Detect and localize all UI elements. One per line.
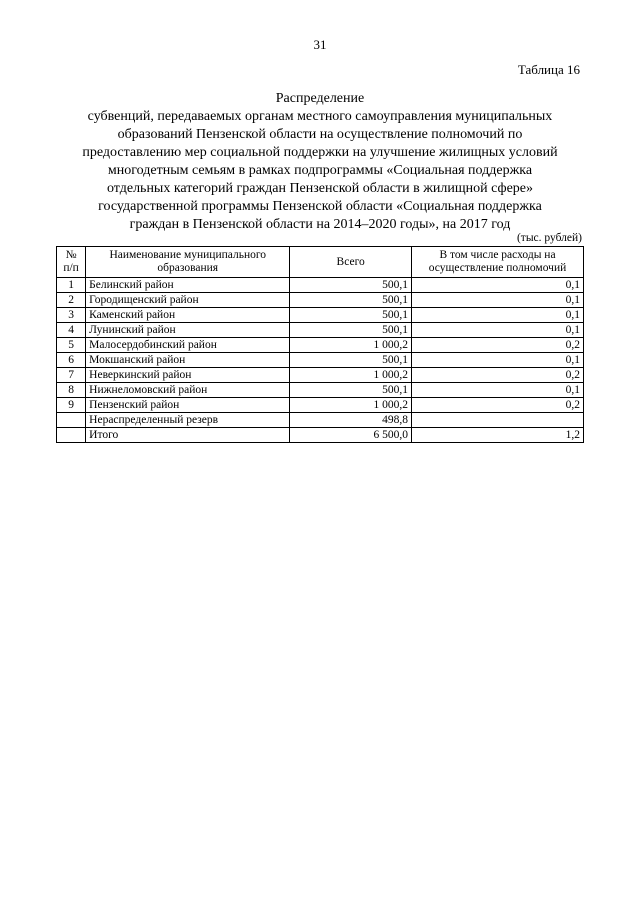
row-num: 6: [57, 353, 86, 368]
table-row: [57, 323, 584, 338]
row-num: 8: [57, 383, 86, 398]
row-name: Малосердобинский район: [86, 338, 290, 353]
row-num: 3: [57, 308, 86, 323]
title-line: многодетным семьям в рамках подпрограммы «Социальная поддержка: [107, 163, 533, 178]
row-powers: 0,2: [412, 338, 584, 353]
row-total: 500,1: [290, 323, 412, 338]
row-total: 1 000,2: [290, 338, 412, 353]
row-num: 5: [57, 338, 86, 353]
table-row: [57, 338, 584, 353]
table-row: [57, 293, 584, 308]
row-name: Белинский район: [86, 278, 290, 293]
title-line: отдельных категорий граждан Пензенской области в жилищной сфере»: [106, 181, 533, 196]
row-total: 498,8: [290, 413, 412, 428]
row-powers: 0,1: [412, 308, 584, 323]
table-row: [57, 398, 584, 413]
row-powers: 0,2: [412, 398, 584, 413]
table-label: Таблица 16: [517, 62, 580, 77]
row-powers: 0,2: [412, 368, 584, 383]
title-line: субвенций, передаваемых органам местного самоуправления муниципальных: [87, 109, 553, 124]
table-row: [57, 383, 584, 398]
row-powers: [412, 413, 584, 428]
title-line: государственной программы Пензенской области «Социальная поддержка: [98, 199, 542, 214]
table-row: [57, 368, 584, 383]
row-name: Лунинский район: [86, 323, 290, 338]
title-line: предоставлению мер социальной поддержки на улучшение жилищных условий: [82, 145, 558, 160]
table-row: [57, 413, 584, 428]
row-total: 500,1: [290, 383, 412, 398]
row-name: Каменский район: [86, 308, 290, 323]
title-line: образований Пензенской области на осуществление полномочий по: [117, 127, 523, 142]
row-powers: 0,1: [412, 278, 584, 293]
unit-label: (тыс. рублей): [516, 232, 582, 244]
row-total: 6 500,0: [290, 428, 412, 443]
title-heading: Распределение: [275, 91, 365, 106]
row-num: 7: [57, 368, 86, 383]
row-num: 1: [57, 278, 86, 293]
table-row: [57, 278, 584, 293]
page-number: 31: [313, 37, 327, 52]
row-total: 1 000,2: [290, 398, 412, 413]
title-line: граждан в Пензенской области на 2014–2020 годы», на 2017 год: [129, 217, 511, 232]
table-row: [57, 308, 584, 323]
row-powers: 0,1: [412, 323, 584, 338]
row-powers: 0,1: [412, 353, 584, 368]
row-name: Неверкинский район: [86, 368, 290, 383]
row-name: Нижнеломовский район: [86, 383, 290, 398]
row-name: Итого: [86, 428, 290, 443]
row-name: Нераспределенный резерв: [86, 413, 290, 428]
header-name: Наименование муниципального образования: [86, 247, 290, 278]
row-num: 9: [57, 398, 86, 413]
table-total-row: [57, 428, 584, 443]
row-name: Городищенский район: [86, 293, 290, 308]
row-powers: 1,2: [412, 428, 584, 443]
row-total: 500,1: [290, 308, 412, 323]
row-num: [57, 428, 86, 443]
document-title: [70, 90, 570, 234]
subvention-table: [56, 246, 584, 443]
row-num: 2: [57, 293, 86, 308]
row-num: 4: [57, 323, 86, 338]
row-total: 500,1: [290, 293, 412, 308]
table-header-row: [57, 247, 584, 278]
row-powers: 0,1: [412, 383, 584, 398]
row-name: Пензенский район: [86, 398, 290, 413]
row-powers: 0,1: [412, 293, 584, 308]
row-total: 500,1: [290, 278, 412, 293]
row-name: Мокшанский район: [86, 353, 290, 368]
header-powers: В том числе расходы на осуществление полномочий: [412, 247, 584, 278]
table-row: [57, 353, 584, 368]
header-num: № п/п: [57, 247, 86, 278]
row-num: [57, 413, 86, 428]
row-total: 1 000,2: [290, 368, 412, 383]
header-total: Всего: [290, 247, 412, 278]
row-total: 500,1: [290, 353, 412, 368]
